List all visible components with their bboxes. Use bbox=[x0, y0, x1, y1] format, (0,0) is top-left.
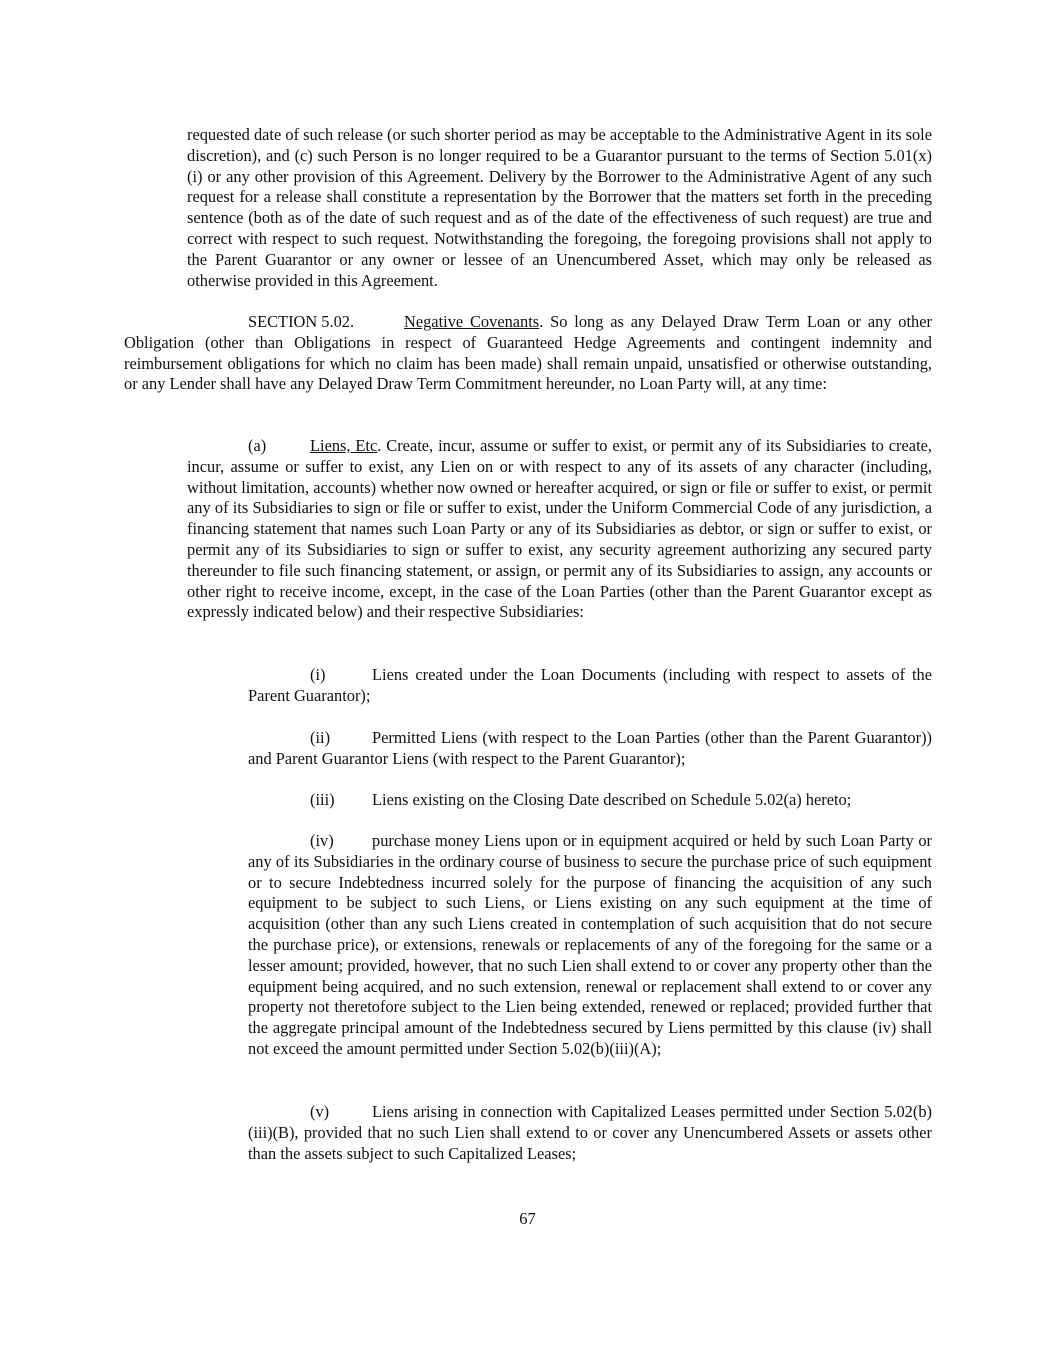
section-title: Negative Covenants bbox=[404, 312, 540, 331]
subclause-text: Liens arising in connection with Capitalized Leases permitted under Section 5.02(b)(iii)(B), provided that no such Lien shall extend to or cover any Unencumbered Assets or assets other than the assets subject to such Capitalized Leases; bbox=[248, 1102, 932, 1163]
clause-a-title: Liens, Etc bbox=[310, 436, 378, 455]
subclause-label: (ii) bbox=[310, 728, 331, 747]
subclause-text: Liens existing on the Closing Date described on Schedule 5.02(a) hereto; bbox=[372, 790, 852, 809]
clause-a-title-period: . bbox=[377, 436, 382, 455]
subclause-ii bbox=[248, 728, 932, 770]
subclause-text: Permitted Liens (with respect to the Loan Parties (other than the Parent Guarantor)) and Parent Guarantor Liens (with respect to the Parent Guarantor); bbox=[248, 728, 932, 768]
page-number: 67 bbox=[519, 1209, 536, 1228]
subclause-v bbox=[248, 1102, 932, 1164]
clause-a-label: (a) bbox=[248, 436, 267, 455]
intro-paragraph: requested date of such release (or such shorter period as may be acceptable to the Administrative Agent in its sole discretion), and (c) such Person is no longer required to be a Guarantor pursuant to the terms of Section 5.01(x)(i) or any other provision of this Agreement. Delivery by the Borrower to the Administrative Agent of any such request for a release shall constitute a representation by the Borrower that the matters set forth in the preceding sentence (both as of the date of such request and as of the date of the effectiveness of such request) are true and correct with respect to such request. Notwithstanding the foregoing, the foregoing provisions shall not apply to the Parent Guarantor or any owner or lessee of an Unencumbered Asset, which may only be released as otherwise provided in this Agreement. bbox=[187, 125, 932, 290]
subclause-text: purchase money Liens upon or in equipment acquired or held by such Loan Party or any of its Subsidiaries in the ordinary course of business to secure the purchase price of such equipment or to secure Indebtedness incurred solely for the purpose of financing the acquisition of any such equipment to be subject to such Liens, or Liens existing on any such equipment at the time of acquisition (other than any such Liens created in contemplation of such acquisition that do not secure the purchase price), or extensions, renewals or replacements of any of the foregoing for the same or a lesser amount; provided, however, that no such Lien shall extend to or cover any property other than the equipment being acquired, and no such extension, renewal or replacement shall extend to or cover any property not theretofore subject to the Lien being extended, renewed or replaced; provided further that the aggregate principal amount of the Indebtedness secured by Liens permitted by this clause (iv) shall not exceed the amount permitted under Section 5.02(b)(iii)(A); bbox=[248, 831, 932, 1058]
section-title-period: . bbox=[539, 312, 544, 331]
subclause-label: (iii) bbox=[310, 790, 335, 809]
section-body: So long as any Delayed Draw Term Loan or any other Obligation (other than Obligations in respect of Guaranteed Hedge Agreements and contingent indemnity and reimbursement obligations for which no claim has been made) shall remain unpaid, unsatisfied or otherwise outstanding, or any Lender shall have any Delayed Draw Term Commitment hereunder, no Loan Party will, at any time: bbox=[124, 312, 932, 394]
section-5-02-paragraph bbox=[124, 312, 932, 395]
subclause-i bbox=[248, 665, 932, 707]
subclause-label: (v) bbox=[310, 1102, 330, 1121]
section-number: SECTION 5.02. bbox=[248, 312, 355, 331]
subclause-text: Liens created under the Loan Documents (including with respect to assets of the Parent Guarantor); bbox=[248, 665, 932, 705]
subclause-iii bbox=[248, 790, 932, 811]
subclause-iv bbox=[248, 831, 932, 1060]
clause-a-body: Create, incur, assume or suffer to exist, or permit any of its Subsidiaries to create, incur, assume or suffer to exist, any Lien on or with respect to any of its assets of any character (including, without limitation, accounts) whether now owned or hereafter acquired, or sign or file or suffer to exist, or permit any of its Subsidiaries to sign or file or suffer to exist, under the Uniform Commercial Code of any jurisdiction, a financing statement that names such Loan Party or any of its Subsidiaries as debtor, or sign or suffer to exist, or permit any of its Subsidiaries to sign or suffer to exist, any security agreement authorizing any secured party thereunder to file such financing statement, or assign, or permit any of its Subsidiaries to assign, any accounts or other right to receive income, except, in the case of the Loan Parties (other than the Parent Guarantor except as expressly indicated below) and their respective Subsidiaries: bbox=[187, 436, 932, 622]
subclause-label: (i) bbox=[310, 665, 326, 684]
subclause-label: (iv) bbox=[310, 831, 334, 850]
clause-a-paragraph bbox=[187, 436, 932, 623]
